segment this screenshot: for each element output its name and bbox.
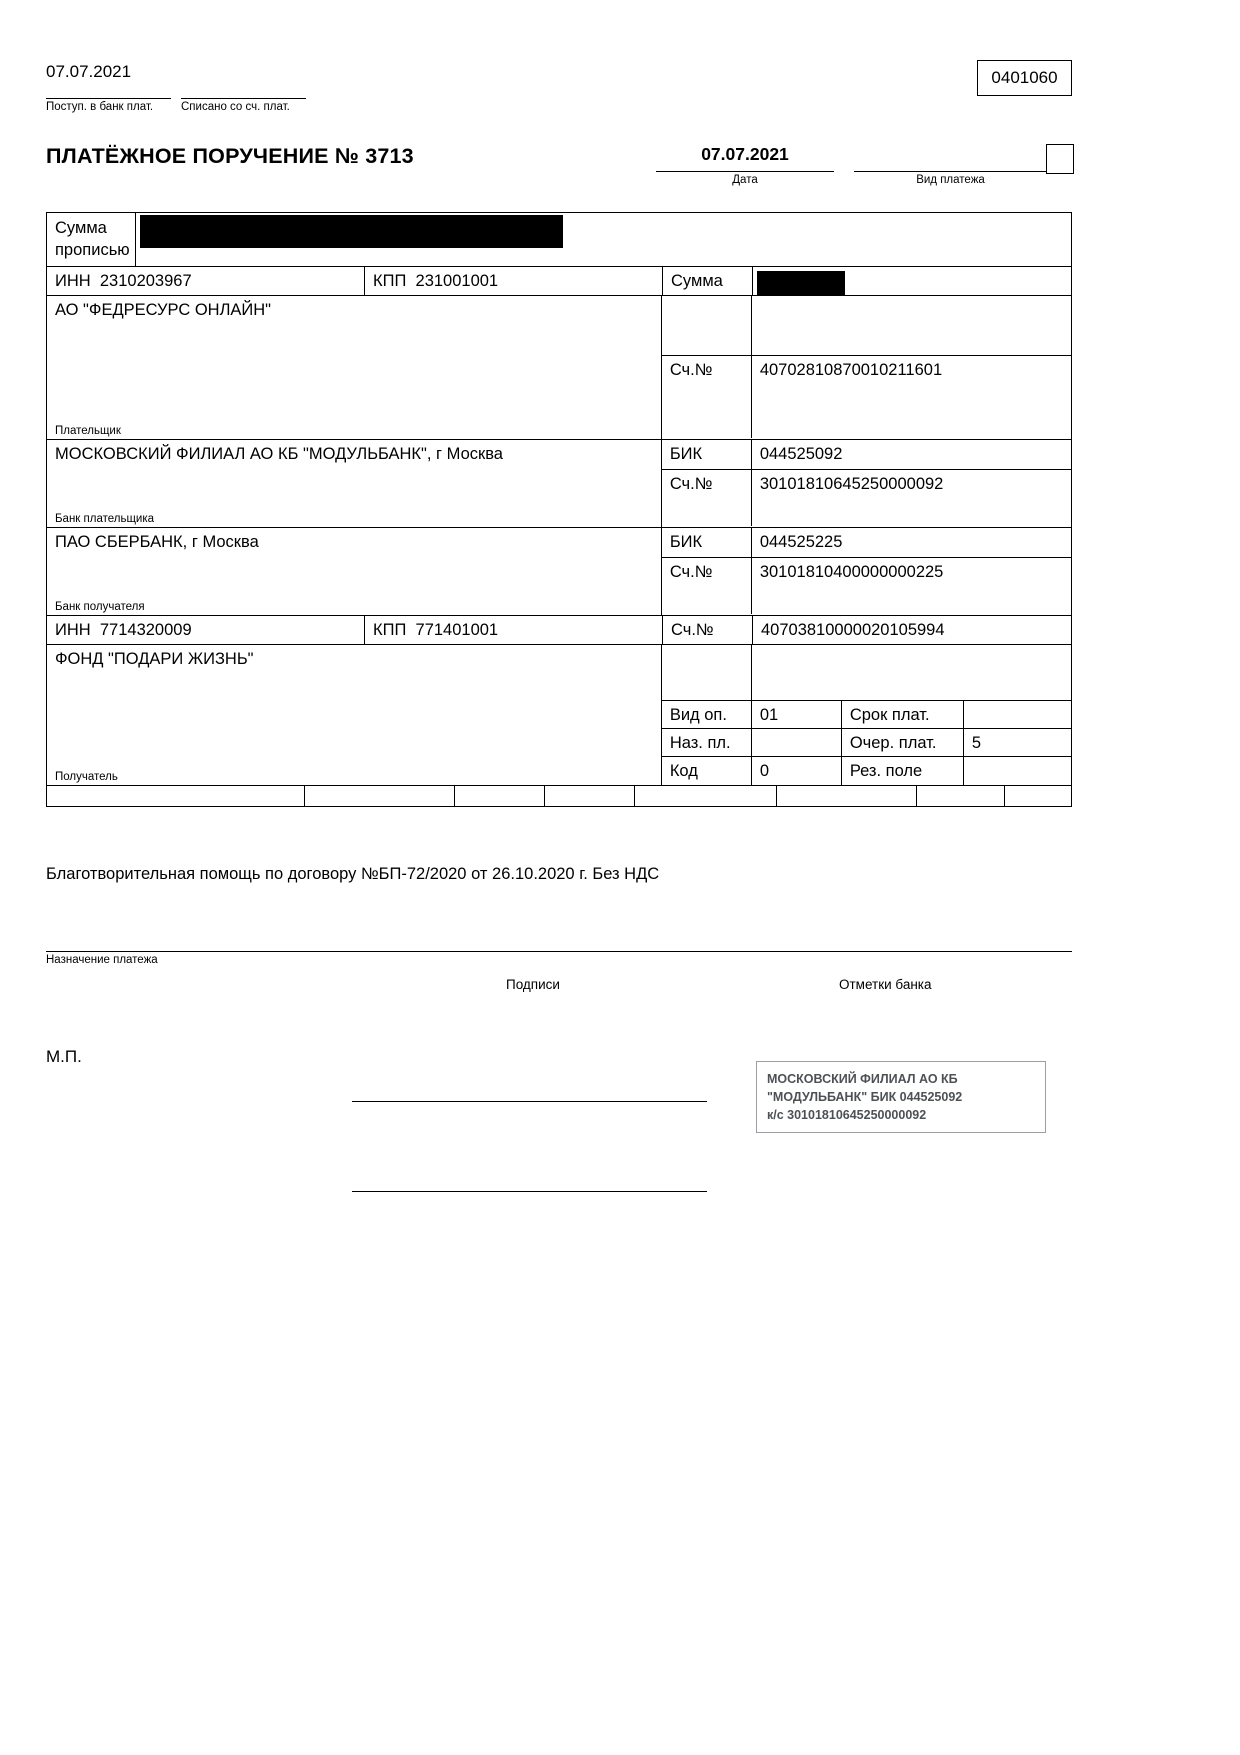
code-reserve-row: [662, 757, 1071, 785]
uin-cell-4: [545, 786, 635, 806]
received-by-bank-caption: Поступ. в банк плат.: [46, 101, 154, 113]
uin-fields-strip: [47, 786, 1071, 806]
redaction-bar-sum-words: [140, 215, 563, 248]
recipient-account-value: 40703810000020105994: [761, 621, 945, 639]
payer-account-value: 40702810870010211601: [759, 361, 943, 379]
reserve-field-label: Рез. поле: [842, 757, 964, 785]
recipient-account-spill-label: [662, 645, 752, 700]
bank-stamp: [756, 1061, 1046, 1133]
operation-type-row: [662, 701, 1071, 729]
payment-purpose-caption: Назначение платежа: [46, 954, 158, 966]
sum-in-words-label: [47, 213, 135, 266]
payer-right-column: [662, 296, 1071, 439]
signature-line-2: [352, 1191, 707, 1192]
received-by-bank-rule: [46, 98, 171, 99]
payment-type-caption: Вид платежа: [916, 174, 985, 186]
payment-priority-value: 5: [971, 734, 981, 752]
document-sheet: [46, 48, 1072, 1259]
recipient-inn-cell: [47, 616, 365, 644]
written-off-rule: [181, 98, 306, 99]
recipient-inn-value: 7714320009: [99, 621, 192, 639]
recipient-kpp-value: 771401001: [415, 621, 499, 639]
payment-term-label: Срок плат.: [842, 701, 964, 728]
signatures-caption: Подписи: [506, 977, 560, 992]
payment-purpose-code-row: [662, 729, 1071, 757]
payer-bank-bik-value: 044525092: [759, 445, 843, 463]
payer-inn-cell: [47, 267, 365, 295]
recipient-name-cell: [47, 645, 662, 785]
payment-purpose-rule: [46, 951, 1072, 952]
code-value: 0: [752, 757, 842, 785]
uin-cell-6: [777, 786, 917, 806]
sum-in-words-label-line2: прописью: [55, 241, 130, 260]
recipient-account-spill-row: [662, 645, 1071, 701]
payer-inn-kpp-row: [47, 267, 1071, 296]
recipient-bank-caption: Банк получателя: [55, 601, 145, 613]
payment-purpose-block: [46, 865, 1072, 973]
payer-bank-name: МОСКОВСКИЙ ФИЛИАЛ АО КБ "МОДУЛЬБАНК", г Москва: [55, 445, 503, 463]
uin-cell-8: [1005, 786, 1071, 806]
recipient-bank-account-value: 30101810400000000225: [759, 563, 944, 581]
payer-inn-label: ИНН: [55, 272, 91, 290]
sum-in-words-value: [135, 213, 1071, 266]
payment-purpose-code-label: Наз. пл.: [662, 729, 752, 756]
payer-kpp-label: КПП: [373, 272, 407, 290]
payment-type-box: [1046, 144, 1074, 174]
recipient-bank-name: ПАО СБЕРБАНК, г Москва: [55, 533, 259, 551]
payer-block-row: [47, 296, 1071, 440]
recipient-account-spill-value: [752, 645, 1071, 700]
payment-purpose-code-value: [752, 729, 842, 756]
recipient-bank-name-cell: [47, 528, 662, 615]
recipient-inn-kpp-row: [47, 616, 1071, 645]
title-row: [46, 140, 1072, 212]
recipient-right-column: [662, 645, 1071, 785]
bank-stamp-line-3: к/с 30101810645250000092: [767, 1108, 927, 1123]
document-date-rule: [656, 171, 834, 172]
signature-area: [46, 999, 1072, 1259]
bank-stamp-line-1: МОСКОВСКИЙ ФИЛИАЛ АО КБ: [767, 1072, 958, 1086]
recipient-kpp-cell: [365, 616, 663, 644]
recipient-block-row: [47, 645, 1071, 786]
payer-kpp-cell: [365, 267, 663, 295]
bank-stamp-line-2: "МОДУЛЬБАНК" БИК 044525092: [767, 1090, 963, 1105]
payer-bank-name-cell: [47, 440, 662, 527]
payer-bank-bik-row: [662, 440, 1071, 470]
recipient-bank-bik-label: БИК: [662, 528, 752, 557]
reserve-field-value: [964, 757, 1071, 785]
payer-bank-account-value: 30101810645250000092: [759, 475, 944, 493]
stamp-place-label: М.П.: [46, 1047, 82, 1066]
payer-account-row: [662, 356, 1071, 438]
code-label: Код: [662, 757, 752, 785]
signature-captions-row: [46, 973, 1072, 999]
payer-name-cell: [47, 296, 662, 439]
payer-inn-value: 2310203967: [99, 272, 192, 290]
recipient-bank-bik-row: [662, 528, 1071, 558]
recipient-name: ФОНД "ПОДАРИ ЖИЗНЬ": [55, 650, 254, 668]
payer-kpp-value: 231001001: [415, 272, 499, 290]
payer-caption: Плательщик: [55, 425, 121, 437]
payer-bank-account-row: [662, 470, 1071, 526]
payer-bank-row: [47, 440, 1071, 528]
recipient-inn-label: ИНН: [55, 621, 91, 639]
payer-name: АО "ФЕДРЕСУРС ОНЛАЙН": [55, 301, 272, 319]
sum-value-cell: [753, 267, 1071, 295]
recipient-bank-account-row: [662, 558, 1071, 614]
sum-spill-value: [752, 296, 1071, 355]
payer-bank-right-column: [662, 440, 1071, 527]
payment-purpose-text: Благотворительная помощь по договору №БП-72/2020 от 26.10.2020 г. Без НДС: [46, 865, 660, 883]
payment-priority-label: Очер. плат.: [842, 729, 964, 756]
form-code-box: 0401060: [977, 60, 1072, 96]
uin-cell-7: [917, 786, 1005, 806]
uin-cell-1: [47, 786, 305, 806]
sum-in-words-row: [47, 213, 1071, 267]
sum-label-cell: Сумма: [663, 267, 753, 295]
operation-type-label: Вид оп.: [662, 701, 752, 728]
written-off-caption: Списано со сч. плат.: [181, 101, 290, 113]
sum-spill-row: [662, 296, 1071, 356]
document-header-row: [46, 48, 1072, 112]
payer-bank-bik-label: БИК: [662, 440, 752, 469]
payer-account-label: Сч.№: [662, 356, 752, 438]
received-by-bank-date: 07.07.2021: [46, 62, 132, 81]
redaction-bar-sum: [757, 271, 845, 295]
recipient-bank-row: [47, 528, 1071, 616]
uin-cell-2: [305, 786, 455, 806]
page-title: ПЛАТЁЖНОЕ ПОРУЧЕНИЕ № 3713: [46, 144, 414, 168]
payer-bank-account-label: Сч.№: [662, 470, 752, 526]
document-date-value: 07.07.2021: [701, 144, 789, 164]
recipient-bank-account-label: Сч.№: [662, 558, 752, 614]
recipient-account-label: Сч.№: [663, 616, 753, 644]
uin-cell-3: [455, 786, 545, 806]
recipient-kpp-label: КПП: [373, 621, 407, 639]
recipient-bank-right-column: [662, 528, 1071, 615]
recipient-bank-bik-value: 044525225: [759, 533, 843, 551]
document-date-caption: Дата: [732, 174, 758, 186]
uin-cell-5: [635, 786, 777, 806]
signature-line-1: [352, 1101, 707, 1102]
sum-spill-label: [662, 296, 752, 355]
sum-in-words-label-line1: Сумма: [55, 219, 107, 237]
payer-bank-caption: Банк плательщика: [55, 513, 155, 525]
recipient-caption: Получатель: [55, 771, 118, 783]
bank-marks-caption: Отметки банка: [839, 977, 932, 992]
payment-form-table: [46, 212, 1072, 807]
payment-type-rule: [854, 171, 1047, 172]
operation-type-value: 01: [752, 701, 842, 728]
payment-term-value: [964, 701, 1071, 728]
